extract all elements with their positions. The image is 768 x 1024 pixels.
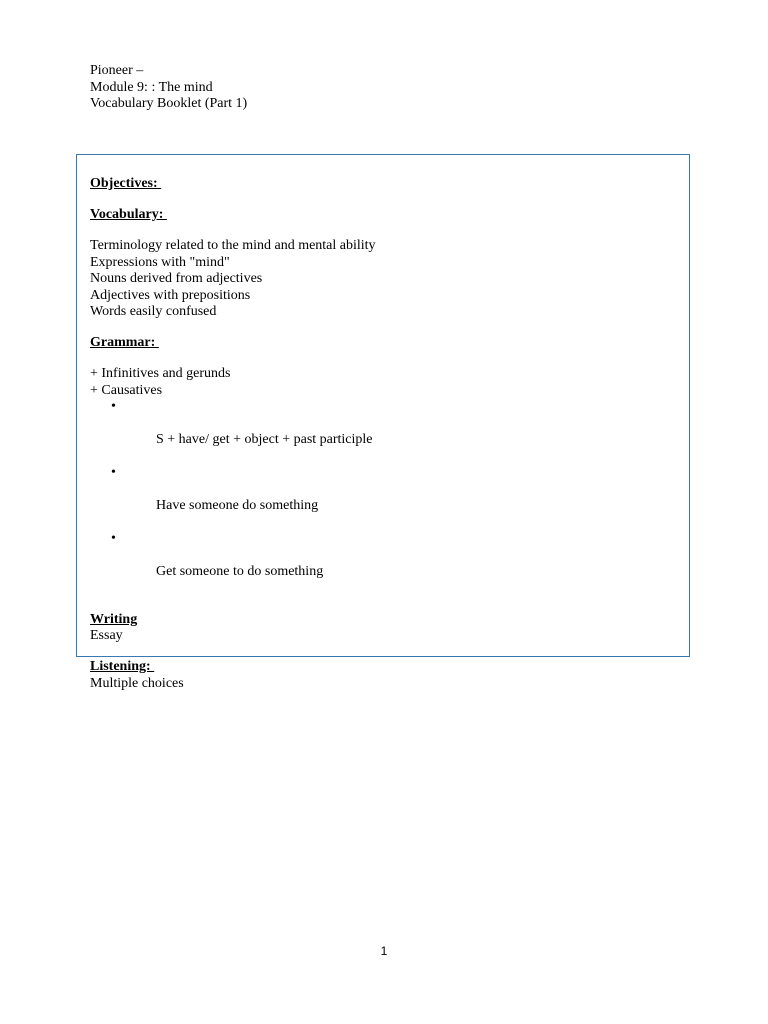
vocabulary-heading: Vocabulary: bbox=[90, 207, 167, 222]
bullet-icon: • bbox=[111, 399, 116, 414]
vocabulary-item: Words easily confused bbox=[90, 304, 217, 319]
listening-heading: Listening: bbox=[90, 659, 155, 674]
list-item-text: Have someone do something bbox=[156, 498, 319, 513]
causatives-list bbox=[90, 399, 680, 597]
list-item bbox=[90, 531, 680, 597]
writing-text: Essay bbox=[90, 628, 123, 643]
bullet-icon: • bbox=[111, 531, 116, 546]
list-item bbox=[90, 465, 680, 531]
vocabulary-item: Nouns derived from adjectives bbox=[90, 271, 263, 286]
list-item bbox=[90, 399, 680, 465]
writing-heading: Writing bbox=[90, 611, 138, 627]
listening-text: Multiple choices bbox=[90, 675, 184, 691]
objectives-content bbox=[90, 176, 680, 692]
vocabulary-item: Terminology related to the mind and mental ability bbox=[90, 238, 376, 253]
page-number: 1 bbox=[380, 944, 388, 958]
vocabulary-item: Expressions with "mind" bbox=[90, 254, 230, 270]
grammar-item: + Causatives bbox=[90, 382, 163, 398]
vocabulary-item: Adjectives with prepositions bbox=[90, 287, 251, 303]
course-name: Pioneer – bbox=[90, 63, 144, 78]
objectives-heading: Objectives: bbox=[90, 176, 162, 191]
grammar-heading: Grammar: bbox=[90, 335, 159, 350]
list-item-text: S + have/ get + object + past participle bbox=[156, 432, 373, 447]
grammar-item: + Infinitives and gerunds bbox=[90, 366, 231, 381]
bullet-icon: • bbox=[111, 465, 116, 480]
list-item-text: Get someone to do something bbox=[156, 564, 324, 579]
module-title: Module 9: : The mind bbox=[90, 79, 213, 95]
booklet-title: Vocabulary Booklet (Part 1) bbox=[90, 96, 248, 111]
document-header bbox=[90, 63, 247, 113]
